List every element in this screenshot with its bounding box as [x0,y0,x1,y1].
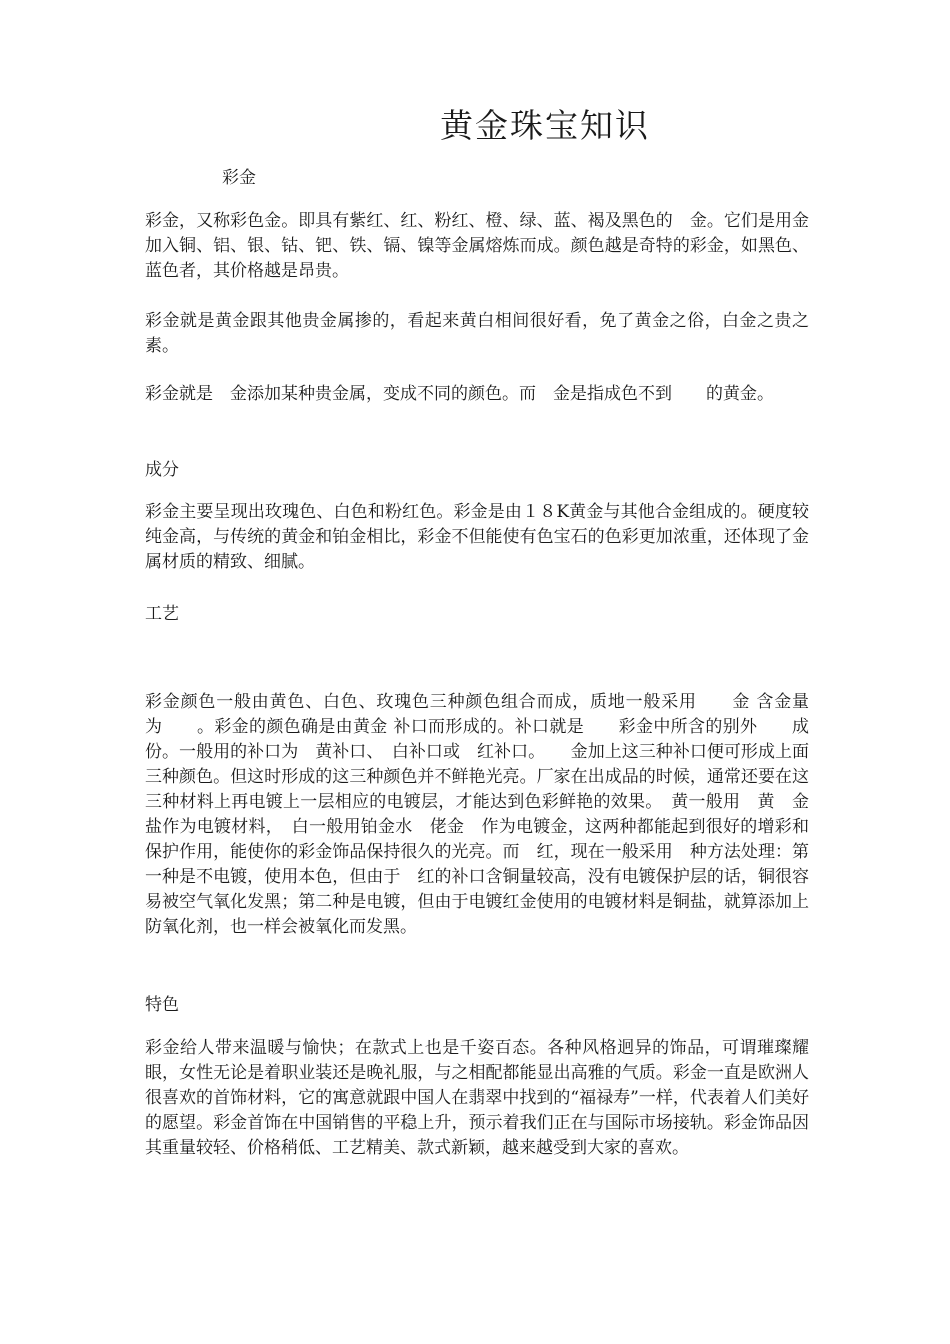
heading-feature: 特色 [145,995,179,1015]
paragraph-feature: 彩金给人带来温暖与愉快；在款式上也是千姿百态。各种风格迥异的饰品，可谓璀璨耀眼，女性无论是着职业装还是晚礼服，与之相配都能显出高雅的气质。彩金一直是欧洲人很喜欢的首饰材料，它的寓意就跟中国人在翡翠中找到的“福禄寿”一样，代表着人们美好的愿望。彩金首饰在中国销售的平稳上升，预示着我们正在与国际市场接轨。彩金饰品因其重量较轻、价格稍低、工艺精美、款式新颖，越来越受到大家的喜欢。 [145,1038,809,1158]
paragraph-intro: 彩金，又称彩色金。即具有紫红、红、粉红、橙、绿、蓝、褐及黑色的 金。它们是用金加入铜、铝、银、钴、钯、铁、镉、镍等金属熔炼而成。颜色越是奇特的彩金，如黑色、蓝色者，其价格越是昂贵。 [145,211,809,281]
paragraph-composition: 彩金主要呈现出玫瑰色、白色和粉红色。彩金是由１８K黄金与其他合金组成的。硬度较纯金高，与传统的黄金和铂金相比，彩金不但能使有色宝石的色彩更加浓重，还体现了金属材质的精致、细腻。 [145,502,809,572]
section-subheading: 彩金 [222,168,256,188]
heading-composition: 成分 [145,460,179,480]
paragraph-craft: 彩金颜色一般由黄色、白色、玫瑰色三种颜色组合而成，质地一般采用 金 含金量为 。彩金的颜色确是由黄金 补口而形成的。补口就是 彩金中所含的别外 成份。一般用的补口为 黄补口、 白补口或 红补口。 金加上这三种补口便可形成上面三种颜色。但这时形成的这三种颜色并不鲜艳光亮。厂家在出成品的时候，通常还要在这三种材料上再电镀上一层相应的电镀层，才能达到色彩鲜艳的效果。 黄一般用 黄 金盐作为电镀材料， 白一般用铂金水 佬金 作为电镀金，这两种都能起到很好的增彩和保护作用，能使你的彩金饰品保持很久的光亮。而 红，现在一般采用 种方法处理：第一种是不电镀，使用本色，但由于 红的补口含铜量较高，没有电镀保护层的话，铜很容易被空气氧化发黑；第二种是电镀，但由于电镀红金使用的电镀材料是铜盐，就算添加上防氧化剂，也一样会被氧化而发黑。 [145,692,809,937]
page-title: 黄金珠宝知识 [440,106,650,145]
paragraph-definition-2: 彩金就是 金添加某种贵金属，变成不同的颜色。而 金是指成色不到 的黄金。 [145,384,774,404]
paragraph-definition: 彩金就是黄金跟其他贵金属掺的，看起来黄白相间很好看，免了黄金之俗，白金之贵之素。 [145,311,809,356]
heading-craft: 工艺 [145,604,179,624]
